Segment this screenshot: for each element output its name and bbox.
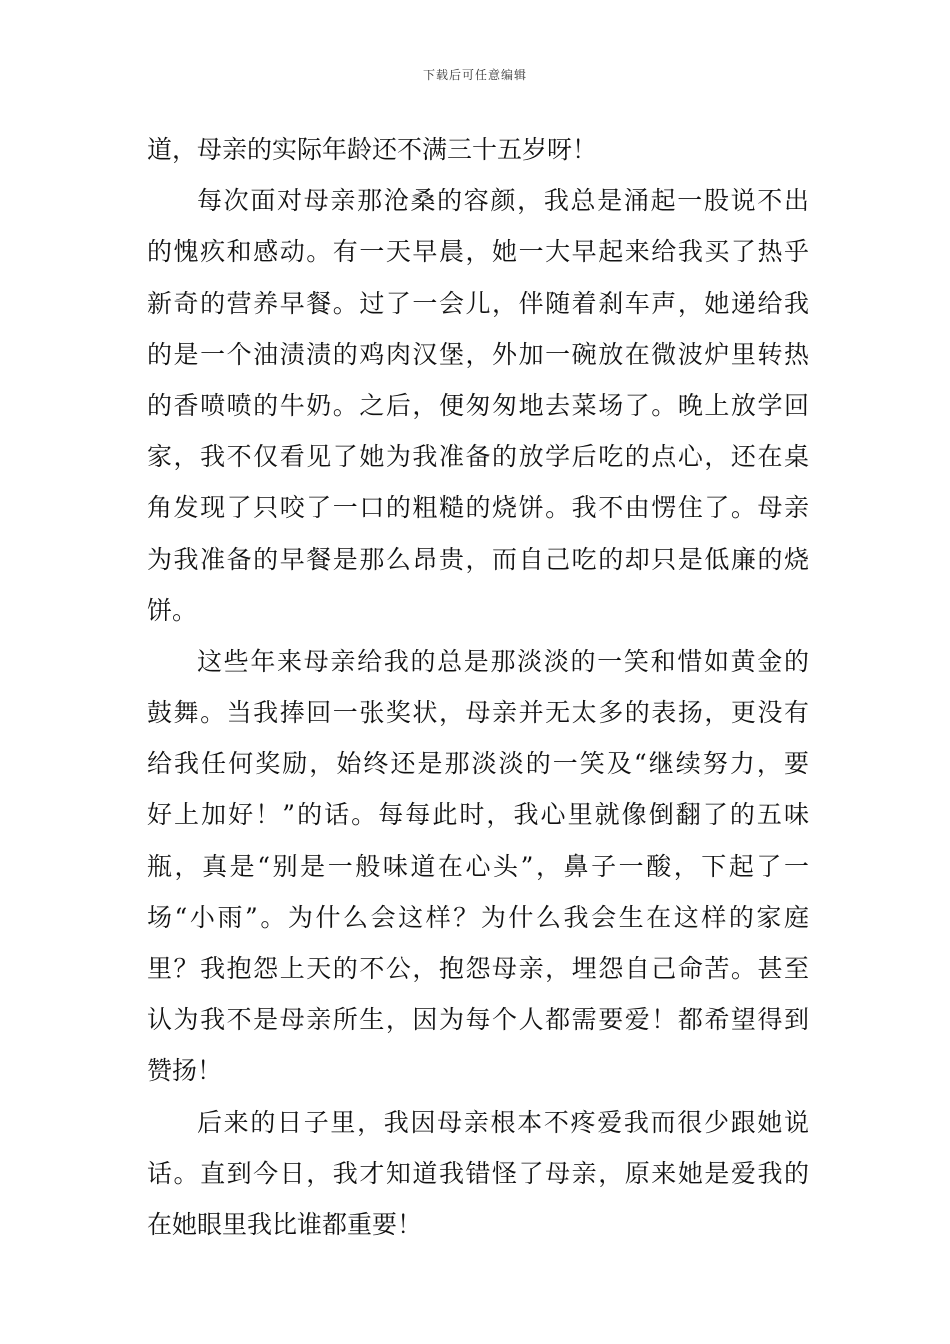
paragraph-line: 鼓舞。当我捧回一张奖状，母亲并无太多的表扬，更没有 (147, 698, 809, 728)
paragraph-line: 在她眼里我比谁都重要！ (147, 1209, 423, 1239)
paragraph-line: 的香喷喷的牛奶。之后，便匆匆地去菜场了。晚上放学回 (147, 390, 809, 420)
page-header-note: 下载后可任意编辑 (422, 68, 527, 82)
paragraph-line: 认为我不是母亲所生，因为每个人都需要爱！都希望得到 (147, 1005, 809, 1035)
paragraph-line: 好上加好！”的话。每每此时，我心里就像倒翻了的五味 (147, 800, 809, 830)
paragraph-line: 道，母亲的实际年龄还不满三十五岁呀！ (147, 135, 598, 164)
paragraph-line: 里？我抱怨上天的不公，抱怨母亲，埋怨自己命苦。甚至 (147, 954, 809, 983)
paragraph-line: 瓶，真是“别是一般味道在心头”，鼻子一酸，下起了一 (147, 851, 809, 881)
paragraph-first-line: 后来的日子里，我因母亲根本不疼爱我而很少跟她说 (197, 1107, 809, 1137)
paragraph-line: 的是一个油渍渍的鸡肉汉堡，外加一碗放在微波炉里转热 (147, 339, 809, 369)
paragraph-line: 饼。 (147, 595, 198, 625)
paragraph-line: 为我准备的早餐是那么昂贵，而自己吃的却只是低廉的烧 (147, 544, 809, 574)
paragraph-first-line: 每次面对母亲那沧桑的容颜，我总是涌起一股说不出 (197, 186, 809, 216)
paragraph-line: 场“小雨”。为什么会这样？为什么我会生在这样的家庭 (147, 902, 809, 932)
paragraph-line: 角发现了只咬了一口的粗糙的烧饼。我不由愣住了。母亲 (147, 493, 809, 523)
paragraph-line: 给我任何奖励，始终还是那淡淡的一笑及“继续努力，要 (147, 749, 809, 779)
paragraph-line: 新奇的营养早餐。过了一会儿，伴随着刹车声，她递给我 (147, 288, 809, 318)
paragraph-line: 家，我不仅看见了她为我准备的放学后吃的点心，还在桌 (147, 442, 809, 472)
paragraph-first-line: 这些年来母亲给我的总是那淡淡的一笑和惜如黄金的 (197, 646, 809, 676)
paragraph-line: 赞扬！ (147, 1056, 223, 1086)
paragraph-line: 的愧疚和感动。有一天早晨，她一大早起来给我买了热乎 (147, 237, 809, 267)
document-body (147, 124, 809, 1250)
paragraph-line: 话。直到今日，我才知道我错怪了母亲，原来她是爱我的 (147, 1158, 809, 1188)
